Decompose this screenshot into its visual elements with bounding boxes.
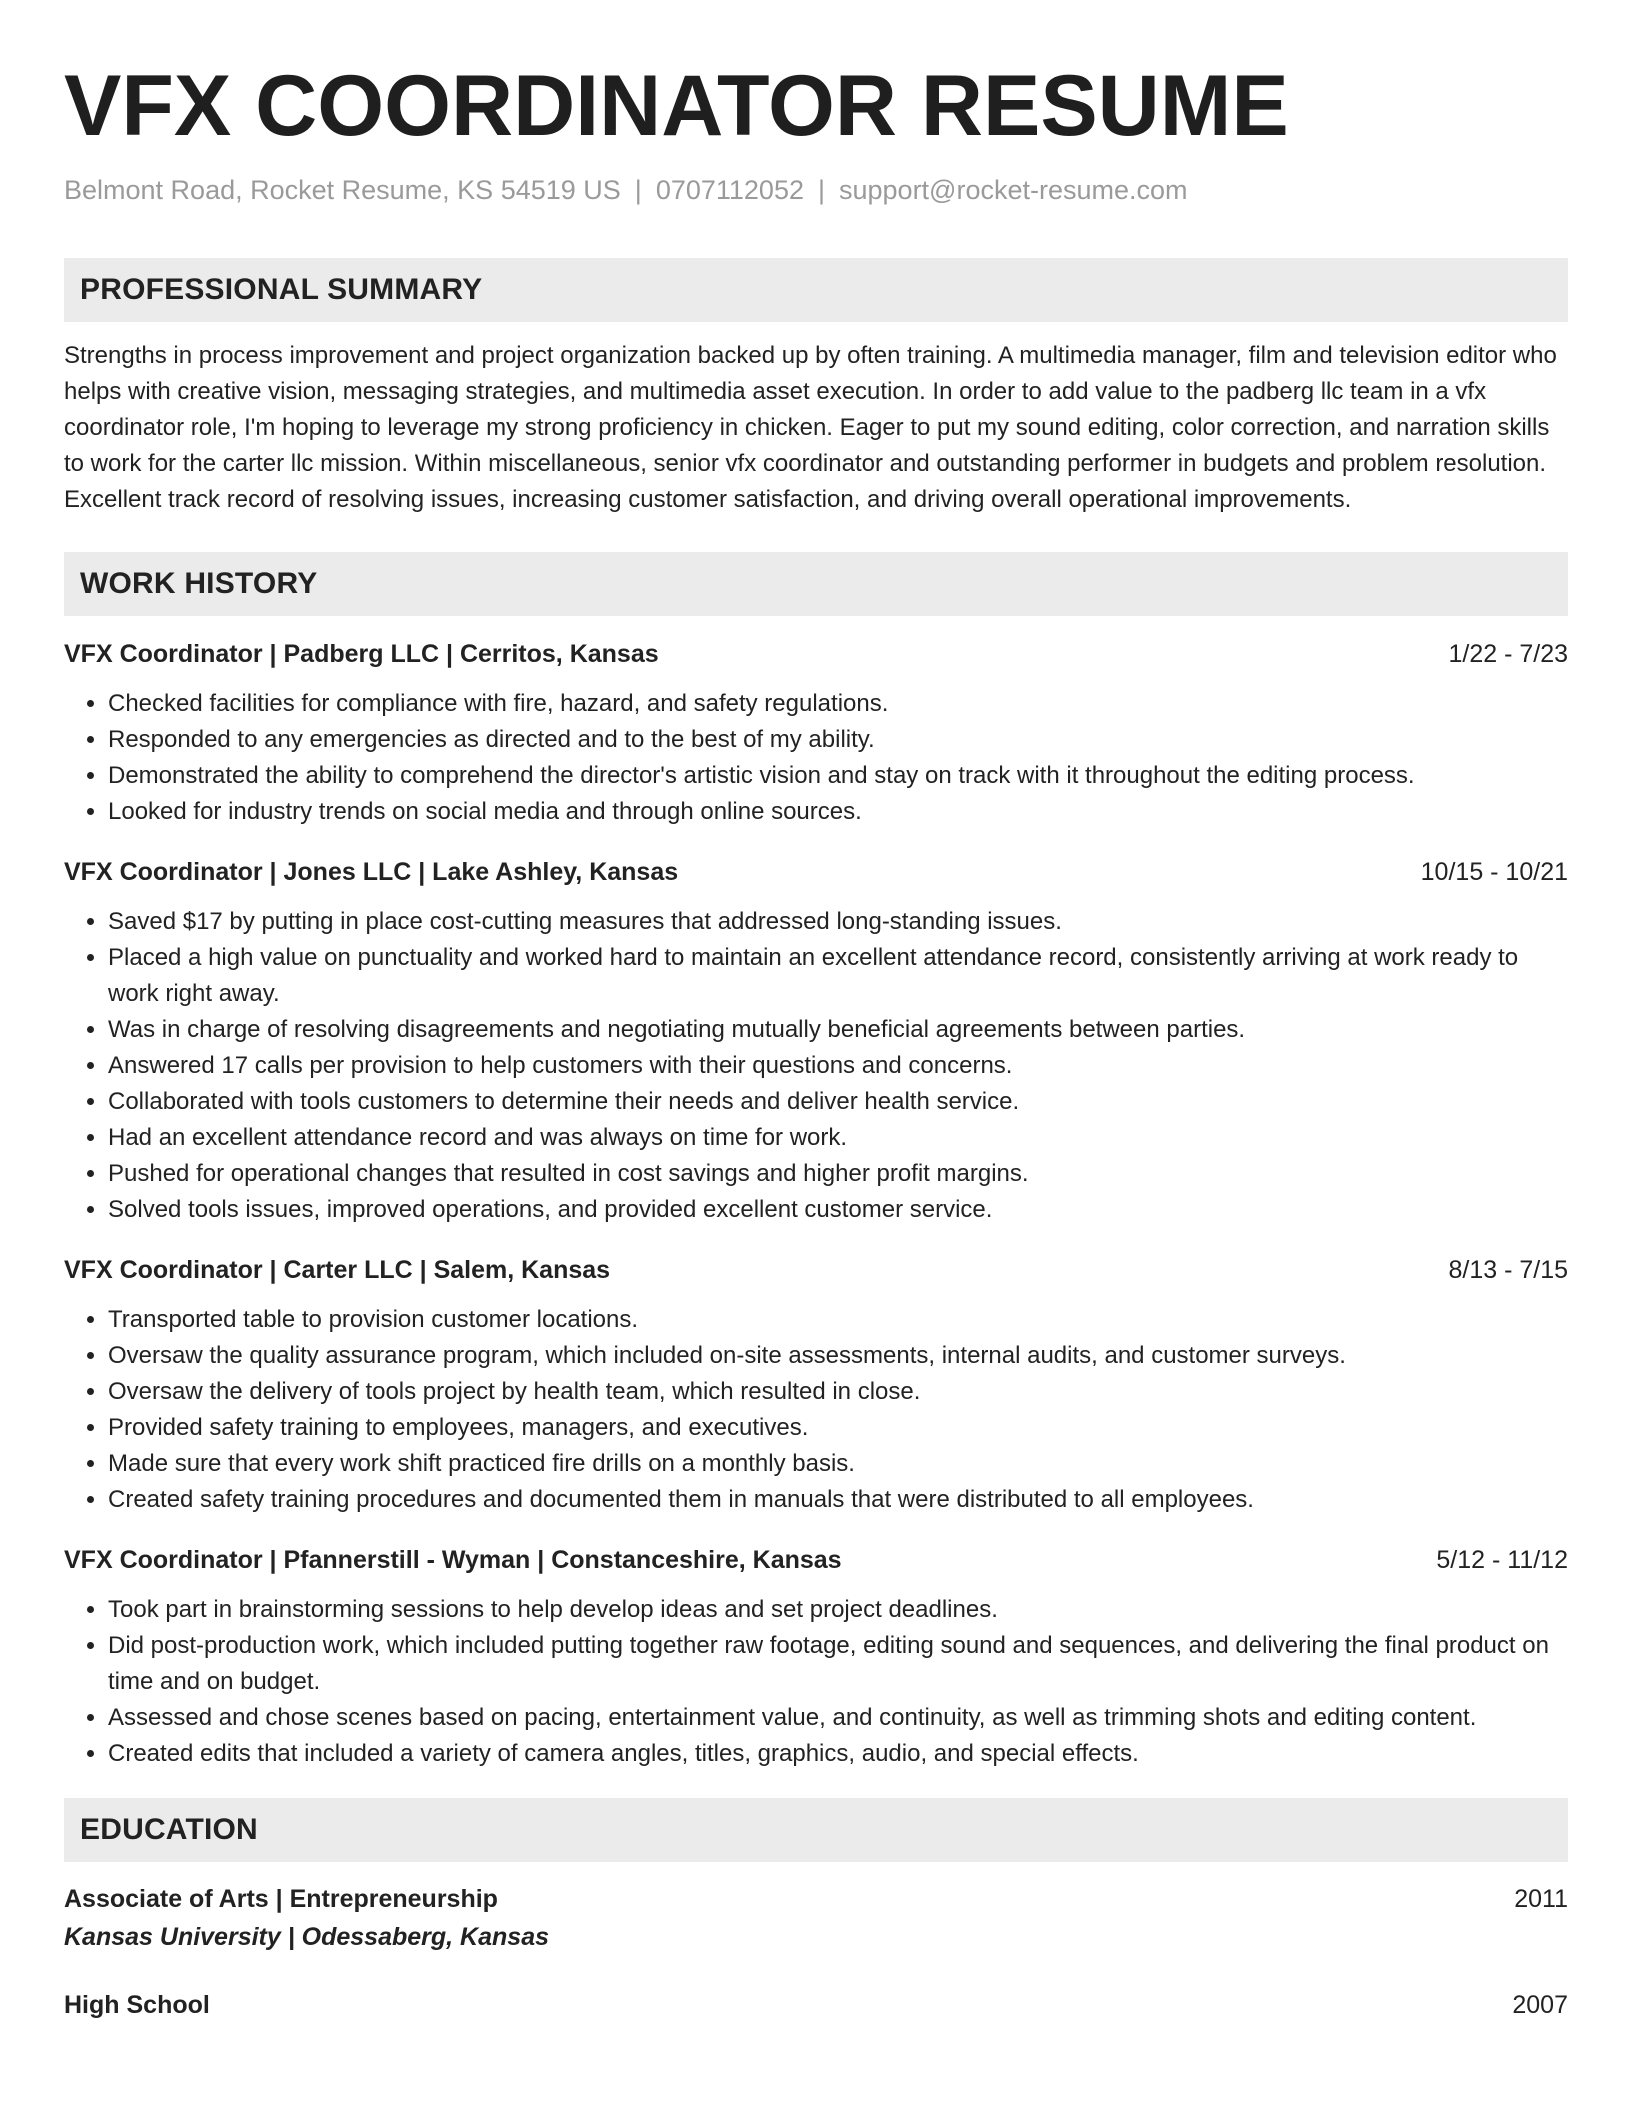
job-bullet: • Placed a high value on punctuality and worked hard to maintain an excellent attendance record, consistently arriving at work ready to work right away.	[108, 940, 1568, 1012]
contact-line	[64, 172, 1568, 208]
job-bullet: • Oversaw the delivery of tools project by health team, which resulted in close.	[108, 1374, 1568, 1410]
education-entry	[64, 1880, 1568, 1956]
job-header	[64, 636, 1568, 672]
resume-page	[64, 0, 1568, 2024]
education-year: 2011	[1514, 1885, 1568, 1913]
job-dates: 10/15 - 10/21	[1420, 858, 1568, 886]
section-heading-summary: PROFESSIONAL SUMMARY	[64, 258, 1568, 322]
resume-title: VFX COORDINATOR RESUME	[64, 58, 1289, 154]
education-header	[64, 1880, 1568, 1918]
education-school: Kansas University | Odessaberg, Kansas	[64, 1923, 549, 1951]
job-entry	[64, 1542, 1568, 1772]
job-header	[64, 1542, 1568, 1578]
section-heading-work-history: WORK HISTORY	[64, 552, 1568, 616]
job-bullet: • Collaborated with tools customers to determine their needs and deliver health service.	[108, 1084, 1568, 1120]
job-bullet: • Was in charge of resolving disagreements and negotiating mutually beneficial agreements between parties.	[108, 1012, 1568, 1048]
contact-address: Belmont Road, Rocket Resume, KS 54519 US	[64, 175, 621, 205]
section-heading-education: EDUCATION	[64, 1798, 1568, 1862]
job-bullet: • Took part in brainstorming sessions to help develop ideas and set project deadlines.	[108, 1592, 1568, 1628]
job-bullet: • Responded to any emergencies as directed and to the best of my ability.	[108, 722, 1568, 758]
job-header	[64, 854, 1568, 890]
education-header	[64, 1986, 1568, 2024]
contact-separator: |	[817, 175, 825, 205]
job-bullet: • Solved tools issues, improved operations, and provided excellent customer service.	[108, 1192, 1568, 1228]
job-title: VFX Coordinator | Carter LLC | Salem, Kansas	[64, 1256, 611, 1284]
job-bullet: • Created safety training procedures and documented them in manuals that were distributed to all employees.	[108, 1482, 1568, 1518]
job-bullet: • Demonstrated the ability to comprehend the director's artistic vision and stay on track with it throughout the editing process.	[108, 758, 1568, 794]
job-bullet: • Answered 17 calls per provision to help customers with their questions and concerns.	[108, 1048, 1568, 1084]
job-title: VFX Coordinator | Jones LLC | Lake Ashley, Kansas	[64, 858, 679, 886]
job-bullet: • Had an excellent attendance record and was always on time for work.	[108, 1120, 1568, 1156]
contact-phone: 0707112052	[655, 175, 804, 205]
job-entry	[64, 636, 1568, 830]
job-bullet: • Transported table to provision customer locations.	[108, 1302, 1568, 1338]
education-year: 2007	[1512, 1991, 1568, 2019]
job-bullet: • Looked for industry trends on social media and through online sources.	[108, 794, 1568, 830]
job-bullets	[64, 686, 1568, 830]
job-bullet: • Provided safety training to employees, managers, and executives.	[108, 1410, 1568, 1446]
contact-email[interactable]: support@rocket-resume.com	[839, 175, 1188, 205]
job-dates: 1/22 - 7/23	[1448, 640, 1568, 668]
job-title: VFX Coordinator | Pfannerstill - Wyman | Constanceshire, Kansas	[64, 1546, 842, 1574]
job-bullets	[64, 1592, 1568, 1772]
job-title: VFX Coordinator | Padberg LLC | Cerritos, Kansas	[64, 640, 659, 668]
job-bullet: • Made sure that every work shift practiced fire drills on a monthly basis.	[108, 1446, 1568, 1482]
job-bullets	[64, 1302, 1568, 1518]
job-header	[64, 1252, 1568, 1288]
education-degree: High School	[64, 1991, 210, 2019]
job-bullet: • Created edits that included a variety of camera angles, titles, graphics, audio, and special effects.	[108, 1736, 1568, 1772]
job-bullet: • Assessed and chose scenes based on pacing, entertainment value, and continuity, as well as trimming shots and editing content.	[108, 1700, 1568, 1736]
job-bullets	[64, 904, 1568, 1228]
job-entry	[64, 854, 1568, 1228]
education-degree: Associate of Arts | Entrepreneurship	[64, 1885, 498, 1913]
summary-text: Strengths in process improvement and project organization backed up by often training. A multimedia manager, film and television editor who helps with creative vision, messaging strategies, and multimedia asset execution. In order to add value to the padberg llc team in a vfx coordinator role, I'm hoping to leverage my strong proficiency in chicken. Eager to put my sound editing, color correction, and narration skills to work for the carter llc mission. Within miscellaneous, senior vfx coordinator and outstanding performer in budgets and problem resolution. Excellent track record of resolving issues, increasing customer satisfaction, and driving overall operational improvements.	[64, 342, 1557, 513]
education-entry	[64, 1986, 1568, 2024]
job-bullet: • Saved $17 by putting in place cost-cutting measures that addressed long-standing issues.	[108, 904, 1568, 940]
job-dates: 5/12 - 11/12	[1436, 1546, 1568, 1574]
contact-separator: |	[634, 175, 642, 205]
job-entry	[64, 1252, 1568, 1518]
job-dates: 8/13 - 7/15	[1448, 1256, 1568, 1284]
job-bullet: • Checked facilities for compliance with fire, hazard, and safety regulations.	[108, 686, 1568, 722]
job-bullet: • Pushed for operational changes that resulted in cost savings and higher profit margins.	[108, 1156, 1568, 1192]
job-bullet: • Oversaw the quality assurance program, which included on-site assessments, internal audits, and customer surveys.	[108, 1338, 1568, 1374]
job-bullet: • Did post-production work, which included putting together raw footage, editing sound and sequences, and delivering the final product on time and on budget.	[108, 1628, 1568, 1700]
